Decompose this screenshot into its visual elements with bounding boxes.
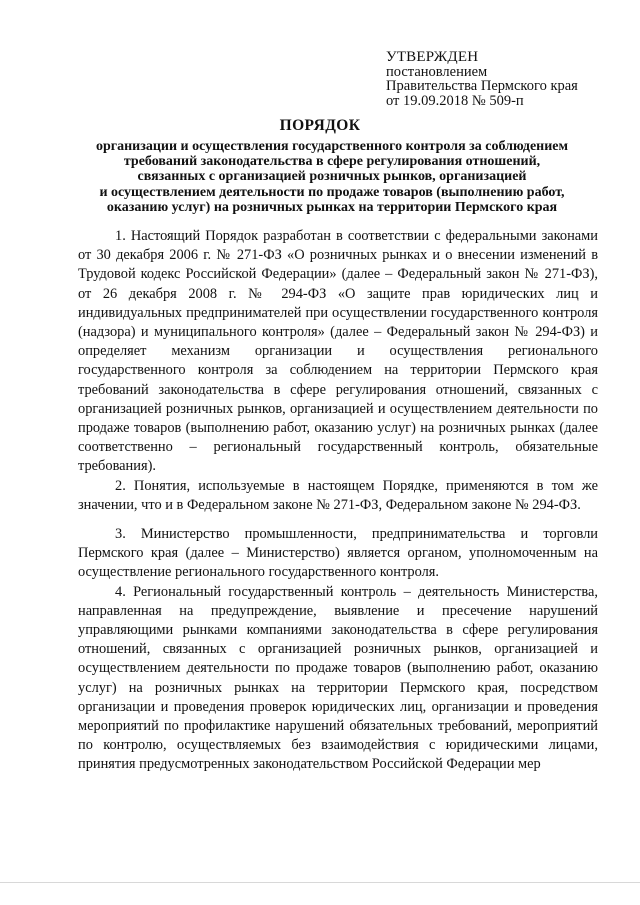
paragraph-4: 4. Региональный государственный контроль – деятельность Министерства, направленная на предупреждение, выявление и пресечение нарушений управляющими рынками компаниями законодательства в сфере регулирования отношений, связанных с организацией розничных рынков, организацией и осуществлением деятельности по продаже товаров (выполнению работ, оказанию услуг) на розничных рынках на территории Пермского края, посредством организации и проведения проверок юридических лиц, организации и проведения мероприятий по профилактике нарушений обязательных требований, мероприятий по контролю, осуществляемых без взаимодействия с юридическими лицами, принятия предусмотренных законодательством Российской Федерации мер [78, 583, 598, 773]
subtitle-line: требований законодательства в сфере регулирования отношений, [123, 154, 541, 170]
paragraph-1: 1. Настоящий Порядок разработан в соответствии с федеральными законами от 30 декабря 2006 г. № 271-ФЗ «О розничных рынках и о внесении изменений в Трудовой кодекс Российской Федерации» (далее – Федеральный закон № 271-ФЗ), от 26 декабря 2008 г. № 294-ФЗ «О защите прав юридических лиц и индивидуальных предпринимателей при осуществлении государственного контроля (надзора) и муниципального контроля» (далее – Федеральный закон № 294-ФЗ) и определяет механизм организации и осуществления регионального государственного контроля за соблюдением на территории Пермского края требований законодательства в сфере регулирования отношений, связанных с организацией розничных рынков, организацией и осуществлением деятельности по продаже товаров (выполнению работ, оказанию услуг) на розничных рынках (далее соответственно – региональный государственный контроль, обязательные требования). [78, 228, 598, 475]
document-subtitle [70, 139, 594, 215]
approval-line: постановлением [386, 63, 488, 80]
paragraph-2: 2. Понятия, используемые в настоящем Порядке, применяются в том же значении, что и в Федеральном законе № 271-ФЗ, Федеральном законе № 294-ФЗ. [78, 477, 598, 513]
subtitle-line: организации и осуществления государственного контроля за соблюдением [95, 139, 569, 154]
paragraph-3: 3. Министерство промышленности, предпринимательства и торговли Пермского края (далее – Министерство) является органом, уполномоченным на осуществление регионального государственного контроля. [78, 526, 598, 581]
document-body [78, 227, 598, 775]
approval-block [386, 50, 578, 108]
subtitle-line: связанных с организацией розничных рынков, организацией [137, 169, 527, 185]
document-title: ПОРЯДОК [279, 117, 361, 134]
approval-heading: УТВЕРЖДЕН [386, 49, 479, 65]
approval-line: от 19.09.2018 № 509-п [386, 92, 524, 109]
approval-line: Правительства Пермского края [386, 78, 578, 94]
subtitle-line: и осуществлением деятельности по продаже товаров (выполнению работ, [99, 184, 565, 200]
subtitle-line: оказанию услуг) на розничных рынках на территории Пермского края [106, 199, 558, 215]
scan-edge-line [0, 882, 640, 883]
